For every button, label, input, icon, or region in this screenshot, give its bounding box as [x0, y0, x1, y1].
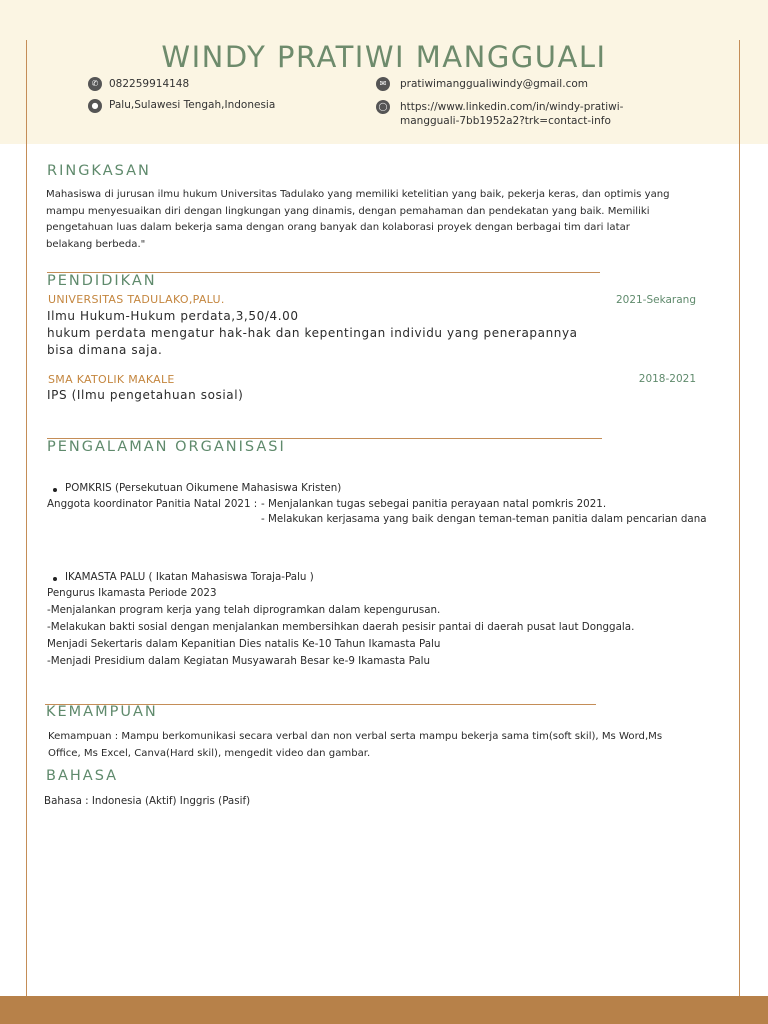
phone-number: 082259914148 [109, 78, 190, 90]
left-border-line [26, 40, 27, 996]
email-icon: ✉ [376, 77, 390, 91]
linkedin-line-1: https://www.linkedin.com/in/windy-pratiwi- [400, 101, 624, 113]
summary-line: pengetahuan luas dalam bekerja sama dengan orang banyak dan kolaborasi proyek dengan berbagai tim dari latar [46, 222, 630, 233]
globe-icon: ◯ [376, 100, 390, 114]
summary-text [46, 187, 670, 253]
organization-title: PENGALAMAN ORGANISASI [47, 439, 286, 455]
skills-line: Office, Ms Excel, Canva(Hard skil), mengedit video dan gambar. [48, 747, 371, 759]
linkedin-line-2: mangguali-7bb1952a2?trk=contact-info [400, 115, 611, 127]
org-name: POMKRIS (Persekutuan Oikumene Mahasiswa Kristen) [65, 482, 342, 494]
org-details [47, 585, 634, 670]
school-name: SMA KATOLIK MAKALE [48, 373, 175, 386]
bullet-icon [53, 577, 57, 581]
org-role: Anggota koordinator Panitia Natal 2021 : [47, 498, 258, 510]
org-line: -Menjalankan program kerja yang telah diprogramkan dalam kepengurusan. [47, 604, 441, 616]
school-details [47, 387, 243, 404]
org-line: Menjadi Sekertaris dalam Kepanitian Dies natalis Ke-10 Tahun Ikamasta Palu [47, 638, 441, 650]
org-line: Pengurus Ikamasta Periode 2023 [47, 587, 217, 599]
major-line: IPS (Ilmu pengetahuan sosial) [47, 388, 244, 402]
education-title: PENDIDIKAN [47, 273, 157, 289]
location-pin-icon: ● [88, 99, 102, 113]
summary-line: Mahasiswa di jurusan ilmu hukum Universitas Tadulako yang memiliki ketelitian yang baik, pekerja keras, dan optimis yang [46, 189, 670, 200]
language-title: BAHASA [46, 768, 119, 784]
org-duty: - Menjalankan tugas sebegai panitia perayaan natal pomkris 2021. [261, 498, 607, 510]
school-details [47, 308, 578, 359]
org-line: -Melakukan bakti sosial dengan menjalankan membersihkan daerah pesisir pantai di daerah pusat laut Donggala. [47, 621, 635, 633]
summary-line: belakang berbeda." [46, 238, 146, 250]
language-text: Bahasa : Indonesia (Aktif) Inggris (Pasif) [44, 795, 251, 807]
resume-name: WINDY PRATIWI MANGGUALI [161, 40, 607, 74]
org-line: -Menjadi Presidium dalam Kegiatan Musyawarah Besar ke-9 Ikamasta Palu [47, 655, 431, 667]
school-name: UNIVERSITAS TADULAKO,PALU. [48, 293, 225, 306]
summary-title: RINGKASAN [47, 163, 151, 179]
bullet-icon [53, 488, 57, 492]
phone-icon: ✆ [88, 77, 102, 91]
location-text: Palu,Sulawesi Tengah,Indonesia [109, 99, 276, 111]
degree-desc-line: bisa dimana saja. [47, 343, 163, 357]
skills-line: Kemampuan : Mampu berkomunikasi secara verbal dan non verbal serta mampu bekerja sama tim(soft skil), Ms Word,Ms [48, 731, 663, 742]
degree-desc-line: hukum perdata mengatur hak-hak dan kepentingan individu yang penerapannya [47, 326, 578, 340]
right-border-line [739, 40, 740, 996]
school-years: 2018-2021 [638, 373, 696, 385]
skills-title: KEMAMPUAN [46, 704, 158, 720]
skills-text [48, 729, 662, 762]
footer-bar [0, 996, 768, 1024]
linkedin-link[interactable] [400, 100, 623, 128]
org-name: IKAMASTA PALU ( Ikatan Mahasiswa Toraja-Palu ) [65, 571, 314, 583]
school-years: 2021-Sekarang [615, 294, 696, 306]
degree-line: Ilmu Hukum-Hukum perdata,3,50/4.00 [47, 309, 299, 323]
email-link[interactable]: pratiwimanggualiwindy@gmail.com [400, 78, 588, 90]
org-duty: - Melakukan kerjasama yang baik dengan teman-teman panitia dalam pencarian dana [261, 513, 707, 525]
summary-line: mampu menyesuaikan diri dengan lingkungan yang dinamis, dengan pemahaman dan pendekatan yang baik. Memiliki [46, 205, 650, 217]
